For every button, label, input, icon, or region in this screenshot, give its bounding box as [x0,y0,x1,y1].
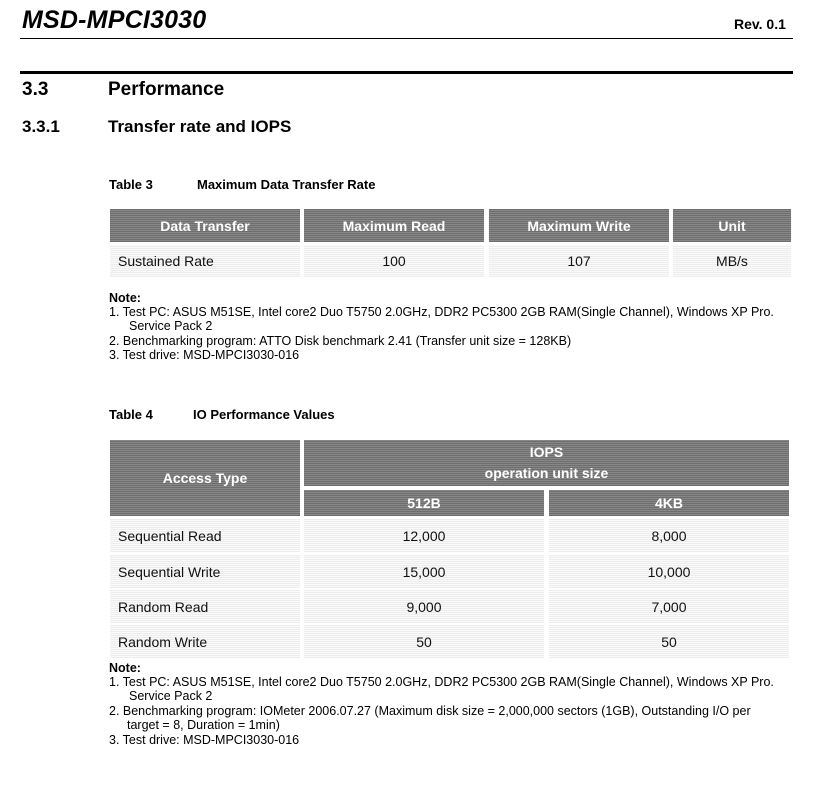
note2-line: 1. Test PC: ASUS M51SE, Intel core2 Duo T5750 2.0GHz, DDR2 PC5300 2GB RAM(Single Channel), Windows XP Pro. [109,675,774,689]
table4-row-label: Random Write [110,625,300,658]
table4-cell-512b: 50 [304,625,544,658]
note1-line: 3. Test drive: MSD-MPCI3030-016 [109,348,300,362]
table4-row-label: Sequential Write [110,555,300,588]
table4-title: IO Performance Values [193,407,335,422]
table3-title: Maximum Data Transfer Rate [197,177,376,192]
table4-cell-4kb: 50 [549,625,789,658]
table3-cell-unit: MB/s [673,245,791,277]
note1-line: 1. Test PC: ASUS M51SE, Intel core2 Duo T5750 2.0GHz, DDR2 PC5300 2GB RAM(Single Channel), Windows XP Pro. [109,305,774,319]
table3-label: Table 3 [109,177,153,192]
table3-header-unit: Unit [673,209,791,242]
note2-line: 3. Test drive: MSD-MPCI3030-016 [109,733,300,747]
table4-cell-512b: 15,000 [304,555,544,588]
table4-cell-512b: 9,000 [304,590,544,623]
table3-cell-rate-label: Sustained Rate [110,245,300,277]
subsection-title: Transfer rate and IOPS [108,117,292,136]
table4-header-iops-line2: operation unit size [484,465,609,481]
table4-header-iops-line1: IOPS [529,444,564,460]
section-title: Performance [108,79,225,100]
table4-row-label: Random Read [110,590,300,623]
note2-line: target = 8, Duration = 1min) [127,718,280,732]
table4-header-size-4kb: 4KB [549,490,789,516]
document-title: MSD-MPCI3030 [22,6,207,34]
table4-label: Table 4 [109,407,153,422]
table3-cell-max-write: 107 [489,245,669,277]
table4-row-label: Sequential Read [110,519,300,552]
revision-label: Rev. 0.1 [734,16,786,32]
table3-header-data-transfer: Data Transfer [110,209,300,242]
note2-line: 2. Benchmarking program: IOMeter 2006.07.27 (Maximum disk size = 2,000,000 sectors (1GB), Outstanding I/O per [109,704,751,718]
table3-header-max-read: Maximum Read [304,209,484,242]
table4-cell-512b: 12,000 [304,519,544,552]
table4-header-size-512b: 512B [304,490,544,516]
note1-title: Note: [109,291,141,305]
table4-header-iops [304,440,789,486]
note2-title: Note: [109,661,141,675]
table3-cell-max-read: 100 [304,245,484,277]
section-number: 3.3 [22,79,49,100]
table4-header-access-type: Access Type [110,440,300,516]
table3-header-max-write: Maximum Write [489,209,669,242]
note2-line: Service Pack 2 [129,689,213,703]
note1-line: Service Pack 2 [129,319,213,333]
section-divider [20,71,793,74]
table4-cell-4kb: 7,000 [549,590,789,623]
note1-line: 2. Benchmarking program: ATTO Disk benchmark 2.41 (Transfer unit size = 128KB) [109,334,572,348]
table4-cell-4kb: 8,000 [549,519,789,552]
header-divider [20,38,793,39]
subsection-number: 3.3.1 [22,117,60,136]
table4-cell-4kb: 10,000 [549,555,789,588]
